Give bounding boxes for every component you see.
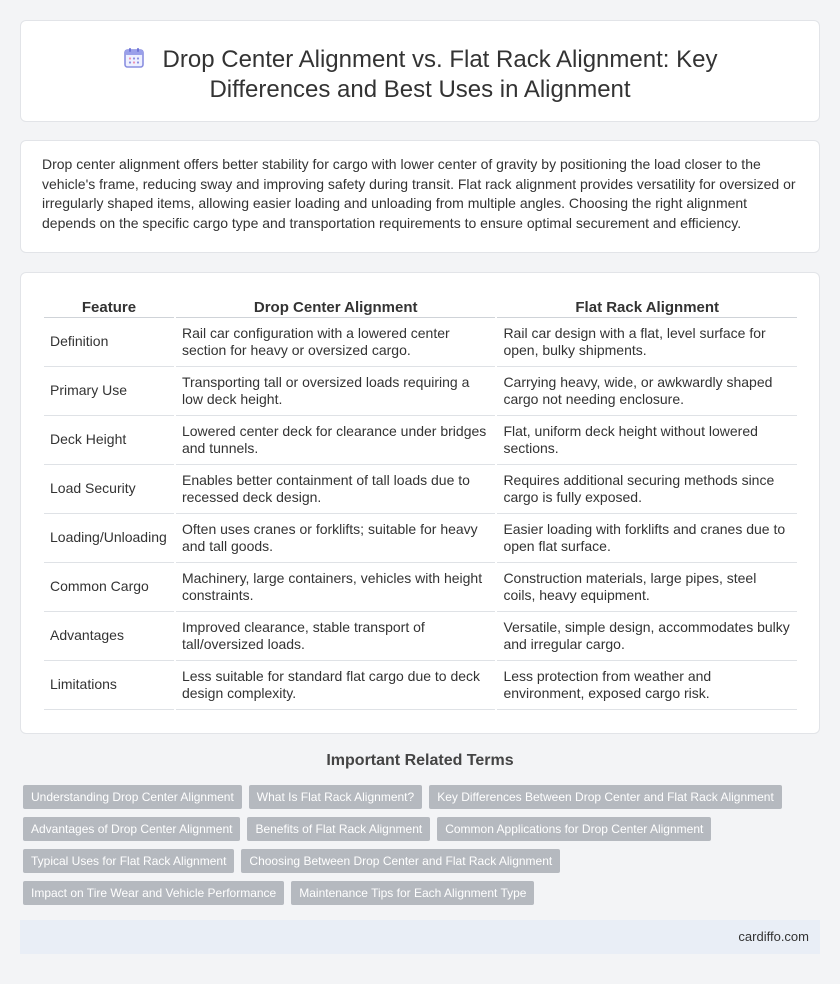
- header-feature: Feature: [44, 296, 174, 318]
- table-row: [44, 514, 797, 563]
- feature-cell: Definition: [44, 318, 174, 367]
- page-title: [61, 45, 779, 105]
- tag-row: [23, 881, 813, 905]
- table-row: [44, 465, 797, 514]
- intro-card: [20, 140, 820, 253]
- header-card: [20, 20, 820, 122]
- table-row: [44, 563, 797, 612]
- drop-center-cell: Machinery, large containers, vehicles with height constraints.: [176, 563, 495, 612]
- feature-cell: Primary Use: [44, 367, 174, 416]
- table-row: [44, 416, 797, 465]
- header-flat-rack: Flat Rack Alignment: [497, 296, 797, 318]
- flat-rack-cell: Rail car design with a flat, level surface for open, bulky shipments.: [497, 318, 797, 367]
- comparison-table: [42, 296, 799, 710]
- footer-site-link[interactable]: cardiffo.com: [738, 929, 809, 944]
- tag-row: [23, 817, 813, 841]
- related-term-tag[interactable]: Key Differences Between Drop Center and Flat Rack Alignment: [429, 785, 782, 809]
- drop-center-cell: Rail car configuration with a lowered center section for heavy or oversized cargo.: [176, 318, 495, 367]
- feature-cell: Common Cargo: [44, 563, 174, 612]
- feature-cell: Limitations: [44, 661, 174, 710]
- comparison-table-card: [20, 272, 820, 734]
- intro-paragraph: Drop center alignment offers better stability for cargo with lower center of gravity by positioning the load closer to the vehicle's frame, reducing sway and improving safety during transit. Flat rack alignment provides versatility for oversized or irregularly shaped items, allowing easier loading and unloading from multiple angles. Choosing the right alignment depends on the specific cargo type and transportation requirements to ensure optimal securement and efficiency.: [42, 156, 796, 231]
- flat-rack-cell: Requires additional securing methods since cargo is fully exposed.: [497, 465, 797, 514]
- drop-center-cell: Enables better containment of tall loads due to recessed deck design.: [176, 465, 495, 514]
- tag-row: [23, 849, 813, 873]
- header-drop-center: Drop Center Alignment: [176, 296, 495, 318]
- related-term-tag[interactable]: Advantages of Drop Center Alignment: [23, 817, 240, 841]
- tag-row: [23, 785, 813, 809]
- drop-center-cell: Often uses cranes or forklifts; suitable for heavy and tall goods.: [176, 514, 495, 563]
- feature-cell: Load Security: [44, 465, 174, 514]
- flat-rack-cell: Less protection from weather and environment, exposed cargo risk.: [497, 661, 797, 710]
- related-term-tag[interactable]: Impact on Tire Wear and Vehicle Performance: [23, 881, 284, 905]
- feature-cell: Advantages: [44, 612, 174, 661]
- table-row: [44, 318, 797, 367]
- related-term-tag[interactable]: Choosing Between Drop Center and Flat Rack Alignment: [241, 849, 560, 873]
- drop-center-cell: Less suitable for standard flat cargo due to deck design complexity.: [176, 661, 495, 710]
- related-term-tag[interactable]: Common Applications for Drop Center Alignment: [437, 817, 711, 841]
- drop-center-cell: Transporting tall or oversized loads requiring a low deck height.: [176, 367, 495, 416]
- related-term-tag[interactable]: What Is Flat Rack Alignment?: [249, 785, 422, 809]
- table-row: [44, 612, 797, 661]
- flat-rack-cell: Construction materials, large pipes, steel coils, heavy equipment.: [497, 563, 797, 612]
- drop-center-cell: Lowered center deck for clearance under bridges and tunnels.: [176, 416, 495, 465]
- related-term-tag[interactable]: Typical Uses for Flat Rack Alignment: [23, 849, 234, 873]
- footer: [20, 920, 820, 954]
- feature-cell: Deck Height: [44, 416, 174, 465]
- flat-rack-cell: Flat, uniform deck height without lowered sections.: [497, 416, 797, 465]
- table-header-row: [44, 296, 797, 318]
- page-title-text: Drop Center Alignment vs. Flat Rack Alignment: Key Differences and Best Uses in Alignment: [162, 46, 718, 103]
- calendar-grid-icon: [123, 47, 145, 69]
- table-row: [44, 661, 797, 710]
- feature-cell: Loading/Unloading: [44, 514, 174, 563]
- flat-rack-cell: Easier loading with forklifts and cranes due to open flat surface.: [497, 514, 797, 563]
- table-row: [44, 367, 797, 416]
- related-terms-list: [23, 785, 813, 913]
- flat-rack-cell: Carrying heavy, wide, or awkwardly shaped cargo not needing enclosure.: [497, 367, 797, 416]
- flat-rack-cell: Versatile, simple design, accommodates bulky and irregular cargo.: [497, 612, 797, 661]
- related-terms-heading: Important Related Terms: [326, 752, 514, 769]
- related-term-tag[interactable]: Understanding Drop Center Alignment: [23, 785, 242, 809]
- drop-center-cell: Improved clearance, stable transport of tall/oversized loads.: [176, 612, 495, 661]
- related-term-tag[interactable]: Maintenance Tips for Each Alignment Type: [291, 881, 534, 905]
- related-term-tag[interactable]: Benefits of Flat Rack Alignment: [247, 817, 430, 841]
